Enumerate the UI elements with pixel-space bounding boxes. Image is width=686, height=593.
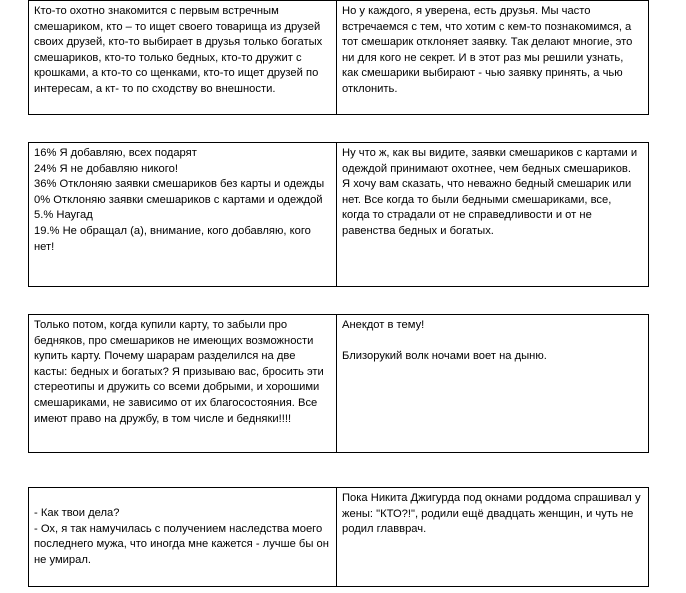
stat-line: 16% Я добавляю, всех подарят [34,147,197,159]
text-table-1 [28,0,649,115]
appeal-text: Только потом, когда купили карту, то забыли про бедняков, про смешариков не имеющих возможности купить карту. Почему шарарам разделился на две касты: бедных и богатых? Я призываю вас, бросить эти стереотипы и дружить со всеми добрыми, и хорошими смешариками, не зависимо от их благосостояния. Все имеют право на дружбу, в том числе и бедняки!!!! [34,319,324,425]
dialog-joke-cell [29,488,337,587]
stat-line: 0% Отклоняю заявки смешариков с картами и одеждой [34,193,323,206]
survey-intro-cell [337,1,649,115]
text-table-2 [28,142,649,287]
intro-text: Кто-то охотно знакомится с первым встречным смешариком, кто – то ищет своего товарища из друзей своих друзей, кто-то выбирает в друзья только богатых смешариков, кто-то только бедных, кто-то дружит с крошками, а кто-то со щенками, кто-то ищет друзей по интересам, а кт- то по сходству во внешности. [34,5,323,95]
dialog-line: - Как твои дела? [34,507,120,519]
appeal-cell [29,315,337,453]
survey-intro-text: Но у каждого, я уверена, есть друзья. Мы часто встречаемся с тем, что хотим с кем-то познакомимся, а тот смешарик отклоняет заявку. Так делают многие, это ни для кого не секрет. И в этот раз мы решили узнать, как смешарики выбирают - чью заявку принять, а чью отклонить. [342,5,633,95]
dialog-line: - Ох, я так намучилась с получением наследства моего последнего мужа, что иногда мне кажется - лучше бы он не умирал. [34,522,329,566]
joke-cell [337,315,649,453]
maternity-joke-cell [337,488,649,587]
text-table-3 [28,314,649,453]
stat-line: 36% Отклоняю заявки смешариков без карты и одежды [34,178,325,191]
conclusion-cell [337,143,649,287]
conclusion-text: Ну что ж, как вы видите, заявки смешариков с картами и одеждой принимают охотнее, чем бедных смешариков. Я хочу вам сказать, что неважно бедный смешарик или нет. Все когда то были бедными смешариками, все, когда то страдали от не справедливости и от не равенства бедных и богатых. [342,147,638,237]
stat-line: 5.% Наугад [34,209,93,222]
maternity-joke-text: Пока Никита Джигурда под окнами роддома спрашивал у жены: "КТО?!", родили ещё двадцать женщин, и чуть не родил главврач. [342,492,641,536]
survey-results-cell [29,143,337,287]
joke-text: Близорукий волк ночами воет на дыню. [342,349,547,362]
text-table-4 [28,487,649,587]
stat-line: 24% Я не добавляю никого! [34,162,178,175]
intro-cell [29,1,337,115]
joke-title: Анекдот в тему! [342,319,425,331]
stat-line: 19.% Не обращал (а), внимание, кого добавляю, кого нет! [34,224,311,253]
